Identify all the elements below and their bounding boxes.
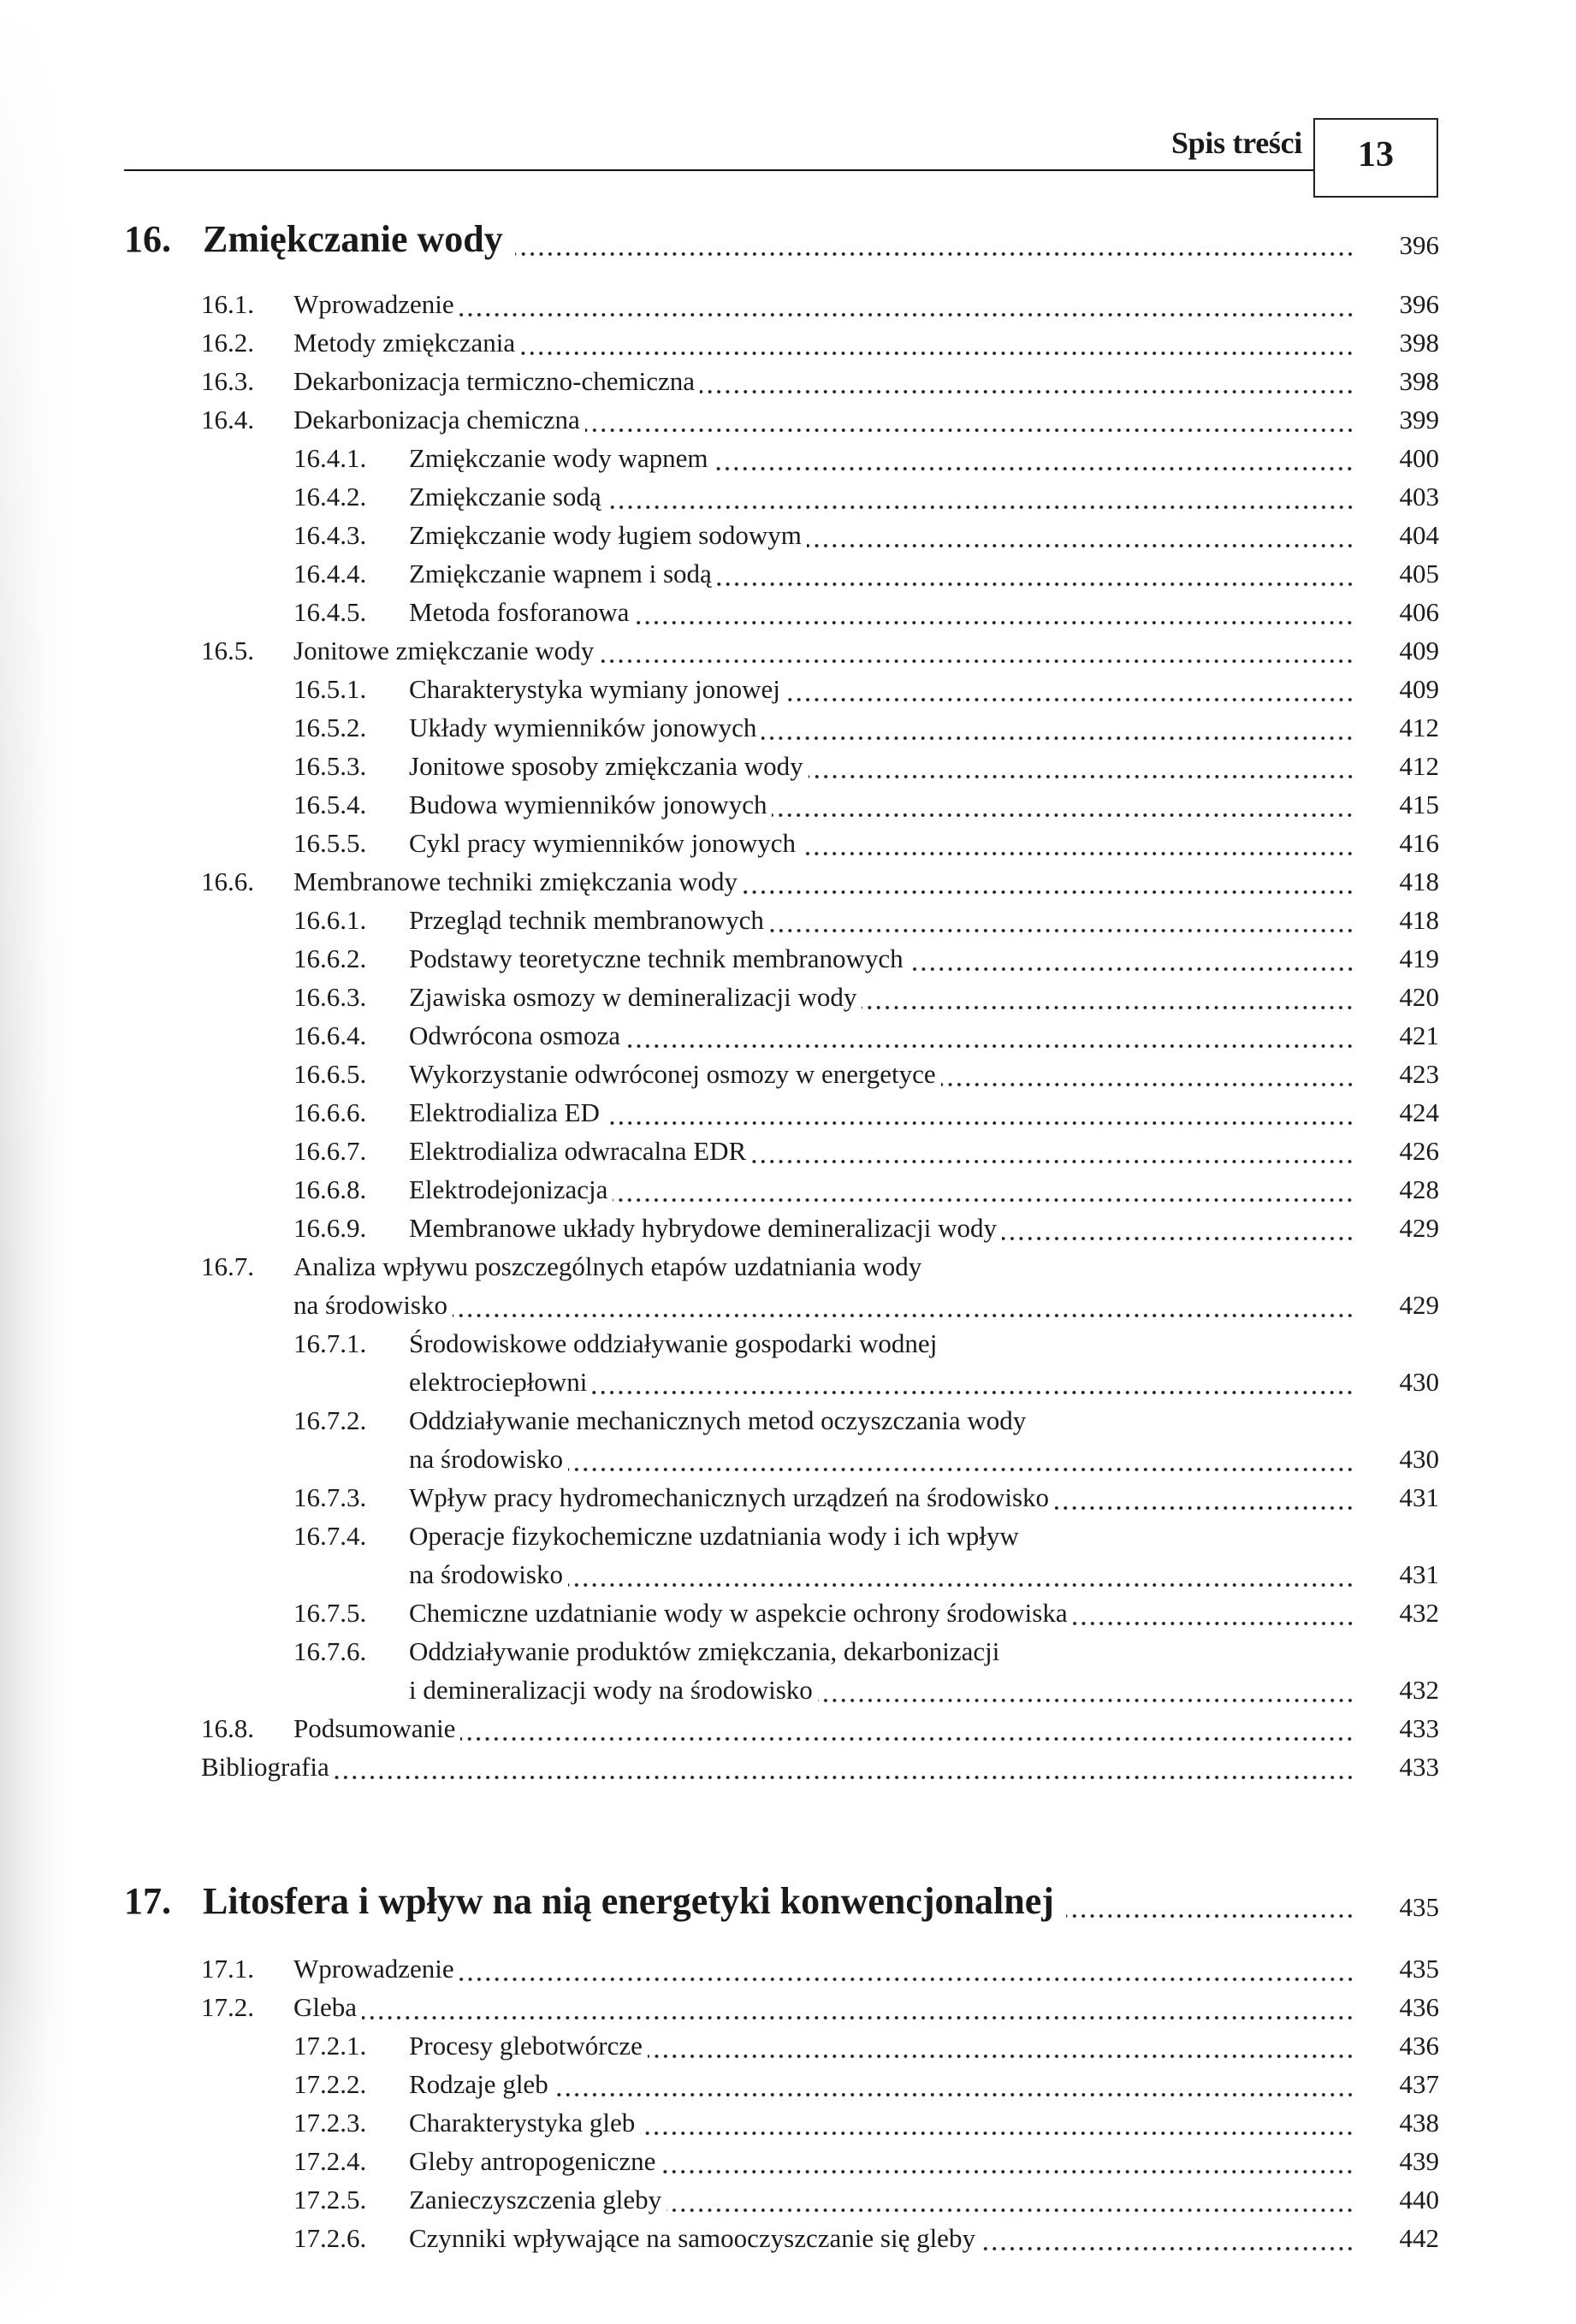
dot-leader <box>599 659 1354 664</box>
dot-leader <box>1066 1913 1354 1919</box>
toc-entry[interactable] <box>0 1946 1576 1984</box>
toc-entry[interactable] <box>0 820 1576 859</box>
entry-title: Zmiękczanie wody ługiem sodowym <box>409 520 802 550</box>
toc-entry[interactable] <box>0 320 1576 358</box>
entry-title: Gleba <box>293 1992 358 2022</box>
entry-title: Membranowe techniki zmiękczania wody <box>293 866 738 896</box>
dot-leader <box>1054 1505 1354 1511</box>
entry-title: Zmiękczanie sodą <box>409 482 601 512</box>
toc-entry[interactable] <box>0 1244 1576 1282</box>
entry-number: 16.4. <box>201 405 254 435</box>
dot-leader <box>772 813 1354 818</box>
toc-entry[interactable] <box>0 2215 1576 2254</box>
toc-entry[interactable] <box>0 281 1576 320</box>
entry-page-number: 419 <box>1399 943 1439 973</box>
toc-entry[interactable] <box>0 2023 1576 2061</box>
entry-page-number: 409 <box>1399 636 1439 665</box>
entry-title: Chemiczne uzdatnianie wody w aspekcie ochrony środowiska <box>409 1598 1068 1628</box>
entry-title-continuation: i demineralizacji wody na środowisko <box>409 1675 813 1705</box>
entry-title: Metoda fosforanowa <box>409 597 630 627</box>
entry-number: 16.7.2. <box>293 1405 367 1435</box>
entry-title: Procesy glebotwórcze <box>409 2031 643 2061</box>
entry-title: Czynniki wpływające na samooczyszczanie się gleby <box>409 2223 975 2253</box>
entry-page-number: 439 <box>1399 2146 1439 2176</box>
entry-page-number: 396 <box>1399 289 1439 319</box>
dot-leader <box>459 312 1354 317</box>
chapter-heading[interactable] <box>0 210 1576 261</box>
toc-entry[interactable] <box>0 628 1576 666</box>
entry-page-number: 432 <box>1399 1675 1439 1705</box>
entry-number: 16.6.6. <box>293 1097 367 1127</box>
entry-title: Wpływ pracy hydromechanicznych urządzeń na środowisko <box>409 1482 1050 1512</box>
dot-leader <box>459 1977 1354 1982</box>
toc-entry[interactable] <box>0 1051 1576 1090</box>
entry-number: 17.2.4. <box>293 2146 367 2176</box>
entry-number: 16.4.5. <box>293 597 367 627</box>
dot-leader <box>592 1390 1354 1395</box>
entry-number: 16.2. <box>201 328 254 358</box>
entry-page-number: 404 <box>1399 520 1439 550</box>
entry-number: 16.7.3. <box>293 1482 367 1512</box>
dot-leader <box>460 1736 1354 1742</box>
toc-entry[interactable] <box>0 2100 1576 2138</box>
running-header-title: Spis treści <box>1170 126 1302 160</box>
entry-page-number: 418 <box>1399 905 1439 935</box>
dot-leader <box>713 466 1354 471</box>
dot-leader <box>743 890 1354 895</box>
entry-title: Układy wymienników jonowych <box>409 713 757 742</box>
dot-leader <box>941 1082 1354 1087</box>
entry-number: 16.6.3. <box>293 982 367 1012</box>
dot-leader <box>717 582 1354 587</box>
page-number-box <box>1313 118 1438 198</box>
entry-number: 17.2.5. <box>293 2185 367 2215</box>
entry-page-number: 437 <box>1399 2069 1439 2099</box>
entry-page-number: 430 <box>1399 1367 1439 1397</box>
dot-leader <box>568 1467 1354 1472</box>
entry-title-continuation: na środowisko <box>409 1444 563 1474</box>
dot-leader <box>634 620 1354 625</box>
entry-page-number: 431 <box>1399 1482 1439 1512</box>
entry-number: 17. <box>124 1880 171 1922</box>
entry-page-number: 435 <box>1399 1954 1439 1984</box>
entry-title: Elektrodializa ED <box>409 1097 600 1127</box>
dot-leader <box>607 505 1354 510</box>
entry-page-number: 396 <box>1399 230 1439 260</box>
toc-entry[interactable] <box>0 2061 1576 2100</box>
entry-number: 16.4.3. <box>293 520 367 550</box>
entry-page-number: 420 <box>1399 982 1439 1012</box>
entry-number: 16.1. <box>201 289 254 319</box>
entry-number: 16.5.3. <box>293 751 367 781</box>
entry-title: Oddziaływanie produktów zmiękczania, dekarbonizacji <box>409 1636 1000 1666</box>
toc-entry[interactable] <box>0 1513 1576 1552</box>
entry-title: Jonitowe sposoby zmiękczania wody <box>409 751 803 781</box>
toc-entry[interactable] <box>0 2177 1576 2215</box>
dot-leader <box>1073 1621 1354 1626</box>
toc-entry[interactable] <box>0 936 1576 974</box>
entry-title: Bibliografia <box>201 1752 329 1782</box>
entry-title: Gleby antropogeniczne <box>409 2146 656 2176</box>
dot-leader <box>515 251 1354 257</box>
entry-title: Zmiękczanie wody <box>203 218 503 260</box>
entry-title: Odwrócona osmoza <box>409 1020 621 1050</box>
toc-entry[interactable] <box>0 1984 1576 2023</box>
entry-page-number: 436 <box>1399 1992 1439 2022</box>
dot-leader <box>909 967 1354 972</box>
toc-entry[interactable] <box>0 589 1576 628</box>
entry-number: 17.2.1. <box>293 2031 367 2061</box>
entry-number: 16.6.1. <box>293 905 367 935</box>
entry-title: Rodzaje gleb <box>409 2069 548 2099</box>
entry-page-number: 409 <box>1399 674 1439 704</box>
entry-number: 16.5.5. <box>293 828 367 858</box>
entry-page-number: 423 <box>1399 1059 1439 1089</box>
entry-title: Zmiękczanie wody wapnem <box>409 443 708 473</box>
entry-title: Przegląd technik membranowych <box>409 905 764 935</box>
entry-title: Charakterystyka wymiany jonowej <box>409 674 780 704</box>
toc-entry[interactable] <box>0 1475 1576 1513</box>
entry-number: 16.6.8. <box>293 1174 367 1204</box>
entry-page-number: 432 <box>1399 1598 1439 1628</box>
toc-entry[interactable] <box>0 1744 1576 1783</box>
dot-leader <box>700 389 1354 394</box>
entry-page-number: 436 <box>1399 2031 1439 2061</box>
toc-entry[interactable] <box>0 782 1576 820</box>
entry-title: Jonitowe zmiękczanie wody <box>293 636 595 665</box>
entry-page-number: 429 <box>1399 1290 1439 1320</box>
entry-page-number: 403 <box>1399 482 1439 512</box>
entry-number: 16.7.5. <box>293 1598 367 1628</box>
entry-title-continuation: na środowisko <box>409 1559 563 1589</box>
entry-number: 16.5.2. <box>293 713 367 742</box>
toc-entry[interactable] <box>0 1398 1576 1436</box>
dot-leader <box>335 1775 1354 1780</box>
entry-title: Budowa wymienników jonowych <box>409 789 767 819</box>
toc-entry-continuation[interactable] <box>0 1359 1576 1398</box>
chapter-heading[interactable] <box>0 1872 1576 1923</box>
header-rule <box>124 169 1313 171</box>
entry-page-number: 406 <box>1399 597 1439 627</box>
dot-leader <box>807 543 1354 548</box>
dot-leader <box>667 2208 1354 2213</box>
toc-entry-continuation[interactable] <box>0 1282 1576 1321</box>
entry-number: 17.2.3. <box>293 2108 367 2138</box>
dot-leader <box>761 736 1354 741</box>
entry-page-number: 400 <box>1399 443 1439 473</box>
entry-title: Litosfera i wpływ na nią energetyki konwencjonalnej <box>203 1880 1054 1922</box>
entry-page-number: 416 <box>1399 828 1439 858</box>
toc-entry[interactable] <box>0 1629 1576 1667</box>
dot-leader <box>785 697 1354 702</box>
toc-entry[interactable] <box>0 1205 1576 1244</box>
entry-number: 16.7.6. <box>293 1636 367 1666</box>
dot-leader <box>801 851 1354 856</box>
entry-page-number: 418 <box>1399 866 1439 896</box>
toc-entry[interactable] <box>0 1167 1576 1205</box>
entry-page-number: 398 <box>1399 366 1439 396</box>
entry-title: Zjawiska osmozy w demineralizacji wody <box>409 982 857 1012</box>
entry-page-number: 399 <box>1399 405 1439 435</box>
entry-title: Wykorzystanie odwróconej osmozy w energetyce <box>409 1059 936 1089</box>
entry-number: 16.7.4. <box>293 1521 367 1551</box>
entry-page-number: 438 <box>1399 2108 1439 2138</box>
toc-entry[interactable] <box>0 1013 1576 1051</box>
toc-entry[interactable] <box>0 705 1576 743</box>
entry-page-number: 430 <box>1399 1444 1439 1474</box>
toc-entry[interactable] <box>0 1321 1576 1359</box>
entry-title: Podsumowanie <box>293 1713 456 1743</box>
entry-page-number: 440 <box>1399 2185 1439 2215</box>
dot-leader <box>981 2246 1354 2251</box>
toc-entry[interactable] <box>0 666 1576 705</box>
entry-title: Dekarbonizacja termiczno-chemiczna <box>293 366 696 396</box>
entry-number: 16.4.4. <box>293 559 367 588</box>
entry-number: 17.1. <box>201 1954 254 1984</box>
entry-page-number: 424 <box>1399 1097 1439 1127</box>
toc-entry-continuation[interactable] <box>0 1667 1576 1706</box>
dot-leader <box>809 774 1354 779</box>
entry-title: Środowiskowe oddziaływanie gospodarki wodnej <box>409 1328 938 1358</box>
entry-number: 16.6.5. <box>293 1059 367 1089</box>
entry-title: Charakterystyka gleb <box>409 2108 636 2138</box>
entry-title: Membranowe układy hybrydowe demineralizacji wody <box>409 1213 997 1243</box>
entry-title: Zanieczyszczenia gleby <box>409 2185 662 2215</box>
entry-number: 16.5.4. <box>293 789 367 819</box>
dot-leader <box>625 1044 1354 1049</box>
entry-page-number: 435 <box>1399 1892 1439 1922</box>
entry-title: Oddziaływanie mechanicznych metod oczyszczania wody <box>409 1405 1027 1435</box>
entry-page-number: 412 <box>1399 713 1439 742</box>
dot-leader <box>818 1698 1354 1703</box>
toc-entry[interactable] <box>0 1090 1576 1128</box>
toc-entry[interactable] <box>0 859 1576 897</box>
entry-title: Operacje fizykochemiczne uzdatniania wody i ich wpływ <box>409 1521 1019 1551</box>
entry-page-number: 442 <box>1399 2223 1439 2253</box>
entry-number: 16.5. <box>201 636 254 665</box>
toc-entry[interactable] <box>0 397 1576 435</box>
dot-leader <box>613 1197 1354 1203</box>
dot-leader <box>568 1582 1354 1588</box>
entry-page-number: 421 <box>1399 1020 1439 1050</box>
dot-leader <box>554 2092 1354 2097</box>
toc-entry[interactable] <box>0 2138 1576 2177</box>
toc-entry[interactable] <box>0 1590 1576 1629</box>
toc-entry[interactable] <box>0 974 1576 1013</box>
entry-number: 16.6.2. <box>293 943 367 973</box>
dot-leader <box>769 928 1354 933</box>
dot-leader <box>862 1005 1354 1010</box>
entry-title: Elektrodejonizacja <box>409 1174 608 1204</box>
entry-title: Dekarbonizacja chemiczna <box>293 405 580 435</box>
dot-leader <box>362 2015 1354 2020</box>
entry-number: 16.6. <box>201 866 254 896</box>
entry-page-number: 431 <box>1399 1559 1439 1589</box>
toc-entry[interactable] <box>0 551 1576 589</box>
entry-number: 16.7.1. <box>293 1328 367 1358</box>
toc-entry[interactable] <box>0 743 1576 782</box>
entry-page-number: 433 <box>1399 1752 1439 1782</box>
entry-title: Cykl pracy wymienników jonowych <box>409 828 797 858</box>
entry-page-number: 398 <box>1399 328 1439 358</box>
entry-title: Wprowadzenie <box>293 289 454 319</box>
entry-number: 16.4.2. <box>293 482 367 512</box>
toc-entry[interactable] <box>0 512 1576 551</box>
entry-page-number: 412 <box>1399 751 1439 781</box>
dot-leader <box>453 1313 1354 1318</box>
entry-title: Podstawy teoretyczne technik membranowych <box>409 943 904 973</box>
entry-number: 16. <box>124 218 171 260</box>
toc-entry[interactable] <box>0 1706 1576 1744</box>
entry-page-number: 428 <box>1399 1174 1439 1204</box>
entry-number: 17.2.2. <box>293 2069 367 2099</box>
toc-entry[interactable] <box>0 435 1576 474</box>
entry-title: Wprowadzenie <box>293 1954 454 1984</box>
entry-title: Zmiękczanie wapnem i sodą <box>409 559 712 588</box>
entry-page-number: 426 <box>1399 1136 1439 1166</box>
entry-page-number: 405 <box>1399 559 1439 588</box>
dot-leader <box>648 2054 1354 2059</box>
entry-title-continuation: elektrociepłowni <box>409 1367 588 1397</box>
entry-number: 16.8. <box>201 1713 254 1743</box>
dot-leader <box>751 1159 1354 1164</box>
page-number: 13 <box>1358 135 1394 174</box>
entry-number: 16.4.1. <box>293 443 367 473</box>
dot-leader <box>585 428 1354 433</box>
entry-title: Analiza wpływu poszczególnych etapów uzdatniania wody <box>293 1251 922 1281</box>
entry-number: 16.6.9. <box>293 1213 367 1243</box>
dot-leader <box>661 2169 1354 2174</box>
entry-page-number: 433 <box>1399 1713 1439 1743</box>
dot-leader <box>605 1121 1354 1126</box>
toc-entry-continuation[interactable] <box>0 1436 1576 1475</box>
toc-entry[interactable] <box>0 1128 1576 1167</box>
entry-number: 17.2.6. <box>293 2223 367 2253</box>
entry-title: Elektrodializa odwracalna EDR <box>409 1136 747 1166</box>
entry-page-number: 429 <box>1399 1213 1439 1243</box>
dot-leader <box>1002 1236 1354 1241</box>
entry-number: 16.7. <box>201 1251 254 1281</box>
entry-title: Metody zmiękczania <box>293 328 516 358</box>
toc-entry[interactable] <box>0 474 1576 512</box>
toc-entry[interactable] <box>0 897 1576 936</box>
entry-title-continuation: na środowisko <box>293 1290 447 1320</box>
toc-entry[interactable] <box>0 358 1576 397</box>
toc-entry-continuation[interactable] <box>0 1552 1576 1590</box>
entry-number: 16.5.1. <box>293 674 367 704</box>
entry-number: 16.3. <box>201 366 254 396</box>
entry-number: 16.6.7. <box>293 1136 367 1166</box>
dot-leader <box>520 351 1354 356</box>
entry-page-number: 415 <box>1399 789 1439 819</box>
entry-number: 16.6.4. <box>293 1020 367 1050</box>
dot-leader <box>640 2131 1354 2136</box>
entry-number: 17.2. <box>201 1992 254 2022</box>
